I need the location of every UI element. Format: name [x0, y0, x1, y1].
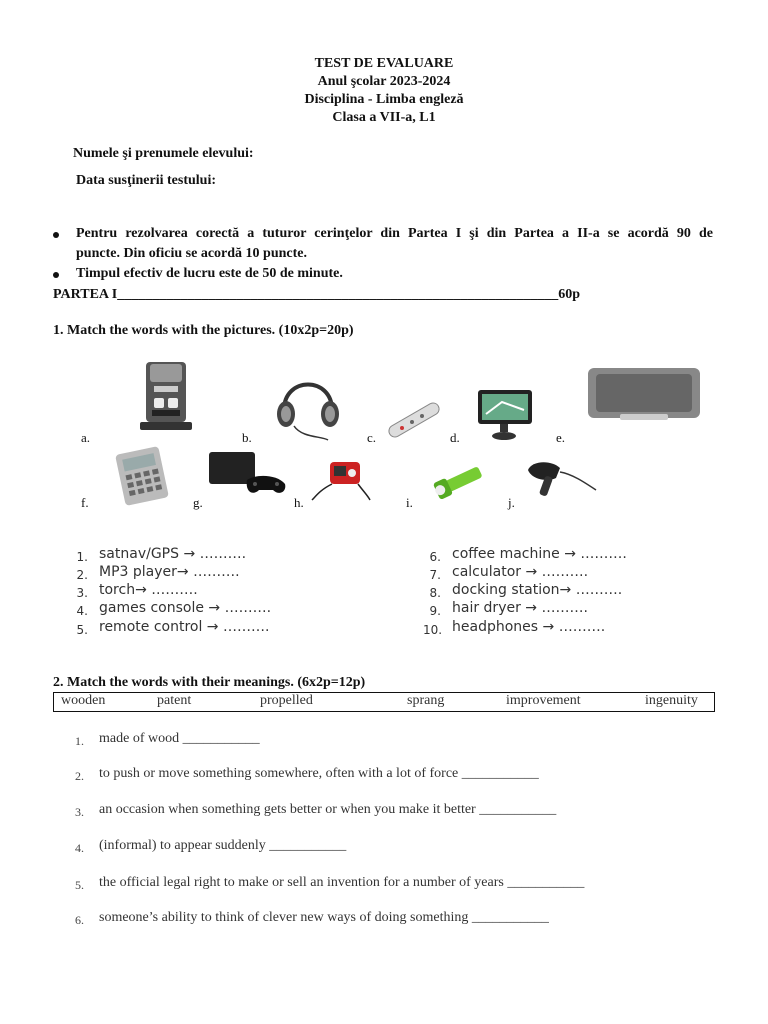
hair-dryer-picture — [522, 456, 598, 504]
list-item-number: 5. — [76, 623, 88, 637]
word-bank-item: ingenuity — [645, 693, 698, 708]
list-item-number: 2. — [76, 568, 88, 582]
definition-item: made of wood ___________ — [99, 731, 260, 746]
definition-number: 2. — [75, 769, 84, 783]
list-item-number: 6. — [429, 550, 441, 564]
definition-number: 1. — [75, 734, 84, 748]
definition-item: to push or move something somewhere, often with a lot of force ___________ — [99, 766, 539, 781]
definition-number: 3. — [75, 805, 84, 819]
definition-item: an occasion when something gets better or when you make it better ___________ — [99, 802, 557, 817]
list-item-number: 9. — [429, 604, 441, 618]
exercise-2-title: 2. Match the words with their meanings. (6x2p=12p) — [53, 675, 366, 690]
torch-picture — [432, 458, 492, 502]
word-bank-item: propelled — [260, 693, 313, 708]
word-bank-item: sprang — [407, 693, 445, 708]
satnav-picture — [468, 380, 540, 442]
list-item-number: 10. — [423, 623, 443, 637]
instruction-1-line-2: puncte. Din oficiu se acordă 10 puncte. — [76, 246, 307, 261]
list-item: remote control → ………. — [99, 619, 270, 635]
test-date-label: Data susţinerii testului: — [76, 173, 216, 188]
word-bank-item: wooden — [61, 693, 106, 708]
headphones-picture — [262, 366, 358, 442]
mp3-player-picture — [310, 456, 372, 504]
exercise-1-title: 1. Match the words with the pictures. (10x2p=20p) — [53, 323, 354, 338]
picture-label-a: a. — [81, 430, 91, 445]
title-line-4: Clasa a VII-a, L1 — [332, 110, 436, 125]
picture-label-h: h. — [294, 495, 304, 510]
picture-label-b: b. — [242, 430, 252, 445]
title-line-2: Anul şcolar 2023-2024 — [317, 74, 451, 89]
student-name-label: Numele şi prenumele elevului: — [73, 146, 254, 161]
list-item: headphones → ………. — [452, 619, 606, 635]
list-item: torch→ ………. — [99, 582, 198, 598]
list-item-number: 8. — [429, 586, 441, 600]
list-item: docking station→ ………. — [452, 582, 623, 598]
picture-label-d: d. — [450, 430, 460, 445]
list-item-number: 4. — [76, 604, 88, 618]
bullet-2 — [53, 272, 59, 278]
word-bank-item: patent — [157, 693, 192, 708]
definition-number: 4. — [75, 841, 84, 855]
picture-label-i: i. — [406, 495, 413, 510]
instruction-2: Timpul efectiv de lucru este de 50 de minute. — [76, 266, 343, 281]
picture-label-c: c. — [367, 430, 377, 445]
title-line-3: Disciplina - Limba engleză — [304, 92, 464, 107]
games-console-picture — [207, 450, 289, 506]
definition-item: the official legal right to make or sell an invention for a number of years ___________ — [99, 875, 585, 890]
word-bank-box — [53, 692, 715, 712]
picture-label-j: j. — [508, 495, 515, 510]
list-item: hair dryer → ………. — [452, 600, 588, 616]
list-item: satnav/GPS → ………. — [99, 546, 247, 562]
list-item-number: 7. — [429, 568, 441, 582]
list-item: coffee machine → ………. — [452, 546, 627, 562]
list-item-number: 3. — [76, 586, 88, 600]
picture-label-e: e. — [556, 430, 566, 445]
title-line-1: TEST DE EVALUARE — [314, 56, 454, 71]
bullet-1 — [53, 232, 59, 238]
definition-item: someone’s ability to think of clever new ways of doing something ___________ — [99, 910, 549, 925]
list-item: MP3 player→ ………. — [99, 564, 240, 580]
calculator-picture — [112, 446, 172, 506]
definition-number: 6. — [75, 913, 84, 927]
part-1-title: PARTEA I_______________________________________________________________60p — [53, 287, 580, 302]
definition-number: 5. — [75, 878, 84, 892]
list-item: calculator → ………. — [452, 564, 589, 580]
word-bank-item: improvement — [506, 693, 581, 708]
list-item: games console → ………. — [99, 600, 272, 616]
instruction-1-line-1: Pentru rezolvarea corectă a tuturor cerinţelor din Partea I şi din Partea a II-a se acordă 90 de — [76, 226, 713, 241]
list-item-number: 1. — [76, 550, 88, 564]
picture-label-f: f. — [81, 495, 89, 510]
coffee-machine-picture — [104, 354, 230, 440]
definition-item: (informal) to appear suddenly ___________ — [99, 838, 347, 853]
picture-label-g: g. — [193, 495, 203, 510]
docking-station-picture — [584, 360, 704, 442]
remote-control-picture — [382, 396, 444, 444]
